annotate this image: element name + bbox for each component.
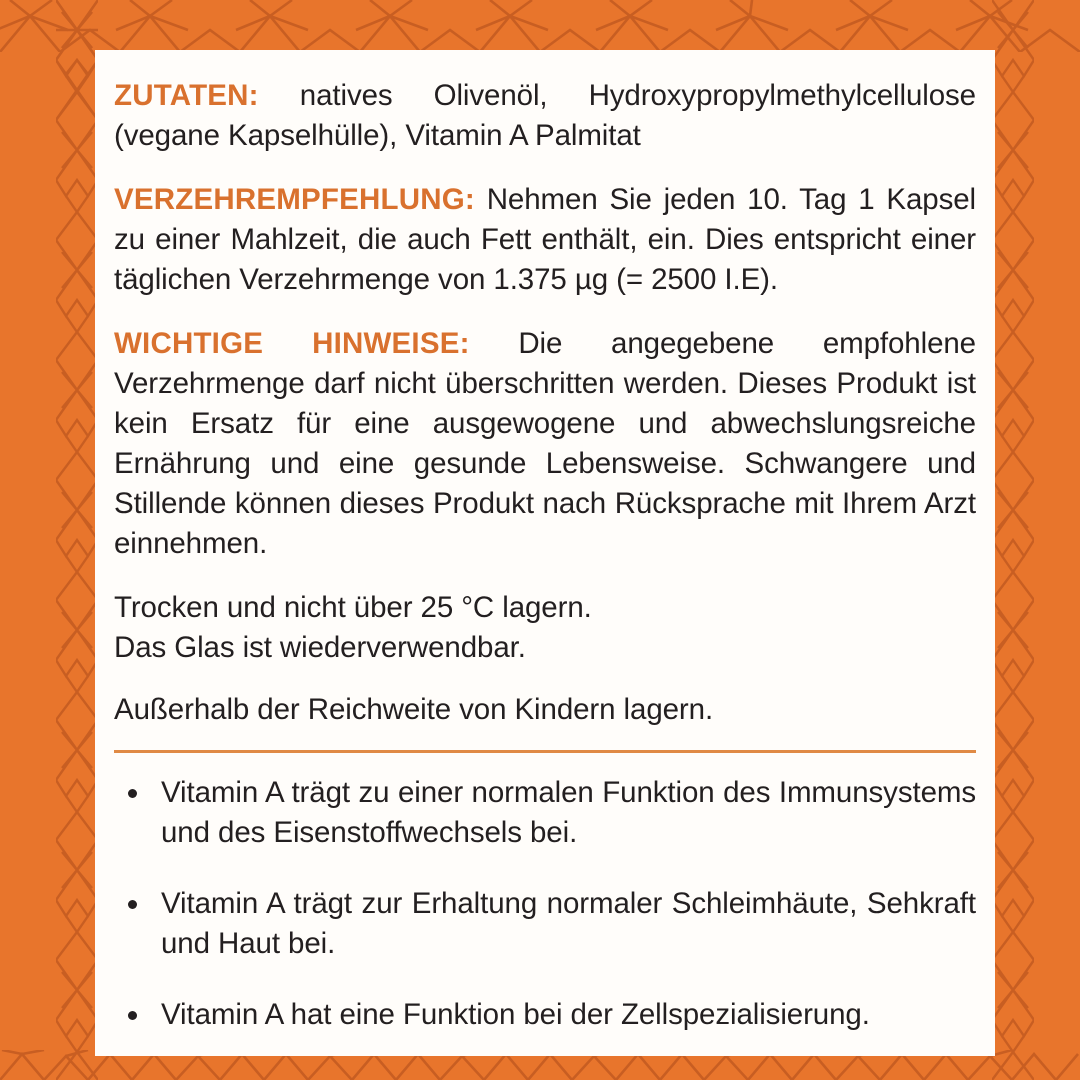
health-claim-text: Vitamin A trägt zu einer normalen Funktion des Immunsystems und des Eisenstoffwechsels bei.	[161, 776, 976, 849]
health-claim-text: Vitamin A trägt zur Erhaltung normaler Schleimhäute, Sehkraft und Haut bei.	[161, 887, 976, 960]
bullet-dot-icon	[128, 900, 137, 909]
warnings-heading: WICHTIGE HINWEISE:	[114, 327, 470, 360]
dosage-text: Nehmen Sie jeden 10. Tag 1 Kapsel zu einer Mahlzeit, die auch Fett enthält, ein. Dies entspricht einer täglichen Verzehrmenge von 1.375 µg (= 2500 I.E).	[114, 183, 976, 296]
geometric-pattern-top-icon	[0, 0, 1080, 52]
storage-line-2: Das Glas ist wiederverwendbar.	[114, 631, 526, 664]
health-claim-text: Vitamin A hat eine Funktion bei der Zellspezialisierung.	[161, 998, 870, 1031]
warnings-paragraph	[114, 324, 976, 564]
card-upper-section	[95, 50, 995, 753]
information-card	[95, 50, 995, 1056]
health-claims-list	[114, 773, 976, 1035]
dosage-paragraph	[114, 180, 976, 300]
dosage-heading: VERZEHREMPFEHLUNG:	[114, 183, 475, 216]
warnings-text: Die angegebene empfohlene Verzehrmenge darf nicht überschritten werden. Dieses Produkt ist kein Ersatz für eine ausgewogene und abwechslungsreiche Ernährung und eine gesunde Lebensweise. Schwangere und Stillende können dieses Produkt nach Rücksprache mit Ihrem Arzt einnehmen.	[114, 327, 976, 560]
ingredients-text: natives Olivenöl, Hydroxypropylmethylcellulose (vegane Kapselhülle), Vitamin A Palmitat	[114, 79, 976, 152]
ingredients-heading: ZUTATEN:	[114, 79, 259, 112]
bullet-dot-icon	[128, 789, 137, 798]
bullet-dot-icon	[128, 1011, 137, 1020]
ingredients-paragraph	[114, 76, 976, 156]
keep-away-children-paragraph: Außerhalb der Reichweite von Kindern lagern.	[114, 693, 714, 726]
card-lower-section	[95, 753, 995, 1035]
list-item	[114, 884, 976, 964]
storage-paragraph	[114, 588, 976, 668]
storage-line-1: Trocken und nicht über 25 °C lagern.	[114, 591, 592, 624]
geometric-pattern-left-icon	[56, 0, 98, 1080]
geometric-pattern-right-icon	[992, 0, 1034, 1080]
list-item	[114, 773, 976, 853]
list-item	[114, 995, 976, 1035]
